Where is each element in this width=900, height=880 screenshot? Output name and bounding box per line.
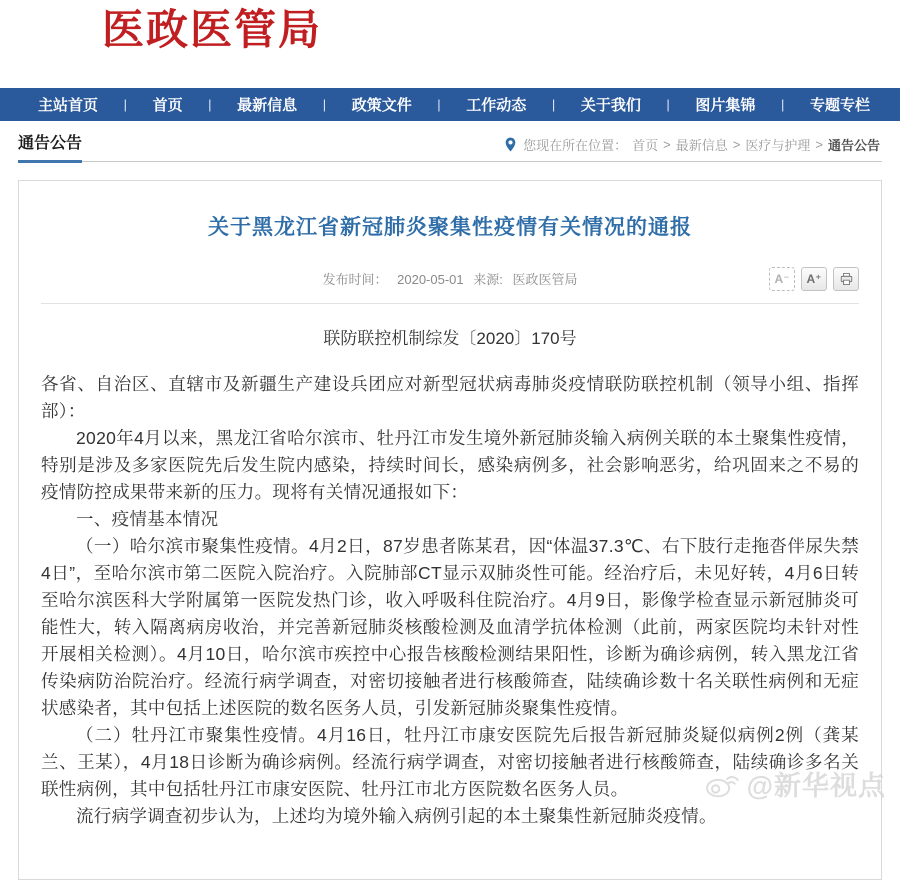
nav-separator: | bbox=[551, 97, 556, 112]
breadcrumb-latest-news[interactable]: 最新信息 bbox=[675, 138, 728, 153]
breadcrumb-current: 通告公告 bbox=[827, 138, 880, 153]
paragraph-salutation: 各省、自治区、直辖市及新疆生产建设兵团应对新型冠状病毒肺炎疫情联防联控机制（领导小组、指挥部）： bbox=[41, 374, 859, 421]
nav-item-policy-documents[interactable]: 政策文件 bbox=[351, 97, 412, 114]
nav-item-latest-news[interactable]: 最新信息 bbox=[237, 97, 298, 114]
nav-separator: | bbox=[123, 97, 127, 112]
nav-separator: | bbox=[666, 97, 670, 112]
publish-date-label: 发布时间： bbox=[322, 272, 388, 287]
paragraph-mudanjiang: （二）牡丹江市聚集性疫情。4月16日，牡丹江市康安医院先后报告新冠肺炎疑似病例2例（龚某兰、王某），4月18日诊断为确诊病例。经流行病学调查，对密切接触者进行核酸筛查，陆续确诊多名关联性病例，其中包括牡丹江市康安医院、牡丹江市北方医院数名医务人员。 bbox=[41, 725, 859, 799]
breadcrumb-separator: > bbox=[815, 137, 823, 152]
meta-divider bbox=[41, 303, 859, 304]
breadcrumb-home[interactable]: 首页 bbox=[632, 138, 659, 153]
paragraph-intro: 2020年4月以来，黑龙江省哈尔滨市、牡丹江市发生境外新冠肺炎输入病例关联的本土聚集性疫情，特别是涉及多家医院先后发生院内感染，持续时间长，感染病例多，社会影响恶劣，给巩固来之不易的疫情防控成果带来新的压力。现将有关情况通报如下： bbox=[41, 428, 859, 502]
paragraph-harbin: （一）哈尔滨市聚集性疫情。4月2日，87岁患者陈某君，因“体温37.3℃、右下肢行走拖沓伴尿失禁4日”，至哈尔滨市第二医院入院治疗。入院肺部CT显示双肺炎性可能。经治疗后，未见好转，4月6日转至哈尔滨医科大学附属第一医院发热门诊，收入呼吸科住院治疗。4月9日，影像学检查显示新冠肺炎可能性大，转入隔离病房收治，并完善新冠肺炎核酸检测及血清学抗体检测（此前，两家医院均未针对性开展相关检测）。4月10日，哈尔滨市疾控中心报告核酸检测结果阳性，诊断为确诊病例，转入黑龙江省传染病防治院治疗。经流行病学调查，对密切接触者进行核酸筛查，陆续确诊数十名关联性病例和无症状感染者，其中包括上述医院的数名医务人员，引发新冠肺炎聚集性疫情。 bbox=[41, 536, 859, 718]
site-logo: 医政医管局 bbox=[102, 6, 323, 53]
main-nav bbox=[0, 88, 900, 121]
breadcrumb-separator: > bbox=[732, 137, 741, 152]
breadcrumb-separator: > bbox=[663, 137, 671, 152]
breadcrumb-medical-nursing[interactable]: 医疗与护理 bbox=[745, 138, 811, 153]
nav-item-main-home[interactable]: 主站首页 bbox=[38, 97, 99, 114]
paragraph-heading-1: 一、疫情基本情况 bbox=[76, 509, 219, 529]
nav-separator: | bbox=[208, 97, 212, 112]
paragraph-conclusion: 流行病学调查初步认为，上述均为境外输入病例引起的本土聚集性新冠肺炎疫情。 bbox=[76, 806, 717, 826]
nav-separator: | bbox=[322, 97, 327, 112]
article-title: 关于黑龙江省新冠肺炎聚集性疫情有关情况的通报 bbox=[208, 216, 692, 239]
breadcrumb bbox=[505, 135, 880, 154]
section-header-row bbox=[18, 131, 882, 162]
breadcrumb-label: 您现在所在位置： bbox=[523, 138, 628, 153]
printer-icon bbox=[839, 272, 854, 286]
nav-separator: | bbox=[437, 97, 441, 112]
source-label: 来源: bbox=[473, 272, 503, 287]
article-container bbox=[18, 180, 882, 880]
nav-item-home[interactable]: 首页 bbox=[152, 97, 183, 114]
article-meta-row bbox=[41, 267, 859, 293]
watermark-text: @新华视点 bbox=[746, 771, 886, 801]
font-decrease-button[interactable]: A⁻ bbox=[769, 267, 795, 291]
nav-separator: | bbox=[780, 97, 785, 112]
nav-item-about-us[interactable]: 关于我们 bbox=[580, 97, 641, 114]
publish-date: 2020-05-01 bbox=[397, 272, 464, 287]
font-increase-button[interactable]: A⁺ bbox=[801, 267, 827, 291]
nav-item-photo-gallery[interactable]: 图片集锦 bbox=[695, 97, 756, 114]
article-tools bbox=[769, 267, 859, 291]
print-button[interactable] bbox=[833, 267, 859, 291]
nav-item-special-topics[interactable]: 专题专栏 bbox=[809, 97, 870, 114]
location-pin-icon bbox=[505, 137, 516, 152]
nav-item-work-updates[interactable]: 工作动态 bbox=[466, 97, 527, 114]
section-title: 通告公告 bbox=[18, 130, 82, 163]
source-value: 医政医管局 bbox=[512, 272, 578, 287]
article-body bbox=[41, 371, 859, 830]
document-number: 联防联控机制综发〔2020〕170号 bbox=[323, 329, 577, 348]
